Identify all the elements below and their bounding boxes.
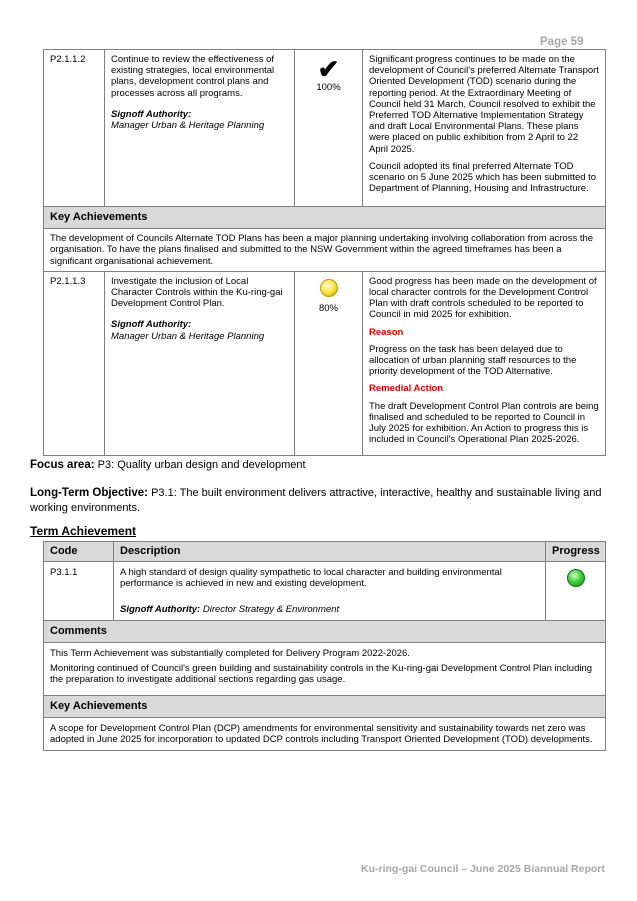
signoff-label: Signoff Authority:: [111, 108, 192, 120]
term-progress-cell: [546, 562, 606, 621]
task-code: P2.1.1.2: [44, 50, 105, 207]
long-term-objective-label: Long-Term Objective:: [30, 487, 148, 499]
remedial-label: Remedial Action: [369, 383, 444, 395]
task-description: Investigate the inclusion of Local Character Controls within the Ku-ring-gai Development Control Plan.: [111, 275, 283, 310]
task-comment: Good progress has been made on the development of local character controls for the Development Control Plan with draft controls scheduled to be reported to Council in mid 2025 for exhibition.: [369, 275, 597, 321]
task-comment-cell: [363, 271, 606, 456]
column-header-progress: Progress: [546, 542, 606, 562]
long-term-objective-value: P3.1: The built environment delivers attractive, interactive, healthy and sustainable living and working environments.: [30, 487, 602, 514]
column-header-code: Code: [44, 542, 114, 562]
task-status-cell: [295, 271, 363, 456]
term-signoff: [120, 604, 539, 615]
signoff-label: Signoff Authority:: [111, 319, 192, 331]
signoff-value: Director Strategy & Environment: [202, 603, 340, 615]
focus-area-value: P3: Quality urban design and development: [97, 459, 306, 471]
table-row: [44, 50, 606, 207]
key-achievements-text: The development of Councils Alternate TOD Plans has been a major planning undertaking involving collaboration from across the organisation. To have the plans finalised and submitted to the NSW Government within the agreed timeframes has been a significant organisational achievement.: [44, 229, 606, 272]
table-row: [44, 643, 606, 696]
remedial-text: The draft Development Control Plan controls are being finalised and scheduled to be reported to Council in July 2025 for exhibition. An Action to progress this is included in Council's Operational Plan 2025-2026.: [369, 400, 599, 446]
signoff-label: Signoff Authority:: [120, 603, 201, 615]
table-row: [44, 229, 606, 272]
task-code: P2.1.1.3: [44, 271, 105, 456]
comments-cell: [44, 643, 606, 696]
focus-area: [30, 459, 306, 471]
footer: Ku-ring-gai Council – June 2025 Biannual Report: [361, 863, 605, 875]
page-number: Page 59: [540, 36, 584, 48]
task-comment: Council adopted its final preferred Alternate TOD scenario on 5 June 2025 which has been submitted to Department of Planning, Housing and Infrastructure.: [369, 160, 597, 195]
comment-text: Monitoring continued of Council's green building and sustainability controls in the Ku-ring-gai Development Control Plan including the preparation to investigate additional sections regarding gas usage.: [50, 663, 593, 686]
status-amber-icon: [320, 279, 338, 297]
task-progress: 80%: [318, 302, 338, 314]
term-description-cell: [114, 562, 546, 621]
status-green-icon: [567, 569, 585, 587]
table-row: [44, 207, 606, 229]
key-achievements-header: Key Achievements: [44, 695, 606, 717]
task-description: Continue to review the effectiveness of existing strategies, local environmental plans, development control plans and processes across all programs.: [111, 54, 275, 99]
term-code: P3.1.1: [44, 562, 114, 621]
table-row: [44, 717, 606, 750]
task-progress: 100%: [316, 82, 341, 93]
table-row: [44, 695, 606, 717]
key-achievements-header: Key Achievements: [44, 207, 606, 229]
signoff-value: Manager Urban & Heritage Planning: [111, 120, 265, 132]
checkmark-icon: ✔: [317, 54, 340, 84]
table-row: [44, 620, 606, 642]
task-comment-cell: [363, 50, 606, 207]
term-achievement-table: [43, 541, 606, 751]
long-term-objective: [30, 486, 605, 516]
task-comment: Significant progress continues to be made on the development of Council's preferred Alternate Transport Oriented Development (TOD) scenario during the reporting period. At the Extraordinary Meeting of Council held 31 March, Council resolved to exhibit the Preferred TOD Alternative Implementation Strategy and draft Local Environmental Plans. These plans were placed on public exhibition from 2 April to 22 April 2025.: [369, 54, 599, 155]
key-achievements-text: A scope for Development Control Plan (DCP) amendments for environmental sensitivity and sustainability towards net zero was adopted in June 2025 for incorporation to updated DCP controls including Transport Oriented Development (TOD) developments.: [44, 717, 606, 750]
task-description-cell: [105, 271, 295, 456]
table-row: [44, 562, 606, 621]
task-status-cell: [295, 50, 363, 207]
table-row: [44, 271, 606, 456]
comments-header: Comments: [44, 620, 606, 642]
tasks-table: [43, 49, 606, 456]
focus-area-label: Focus area:: [30, 459, 95, 471]
table-header-row: [44, 542, 606, 562]
task-description-cell: [105, 50, 295, 207]
signoff-value: Manager Urban & Heritage Planning: [111, 330, 265, 342]
term-description: A high standard of design quality sympathetic to local character and building environmental performance is achieved in new and existing development.: [120, 567, 502, 590]
reason-text: Progress on the task has been delayed due to allocation of urban planning staff resources to the priority development of the TOD Alternative.: [369, 343, 577, 378]
comment-text: This Term Achievement was substantially completed for Delivery Program 2022-2026.: [50, 648, 410, 660]
reason-label: Reason: [369, 326, 404, 338]
term-achievement-title: Term Achievement: [30, 524, 137, 538]
column-header-description: Description: [114, 542, 546, 562]
